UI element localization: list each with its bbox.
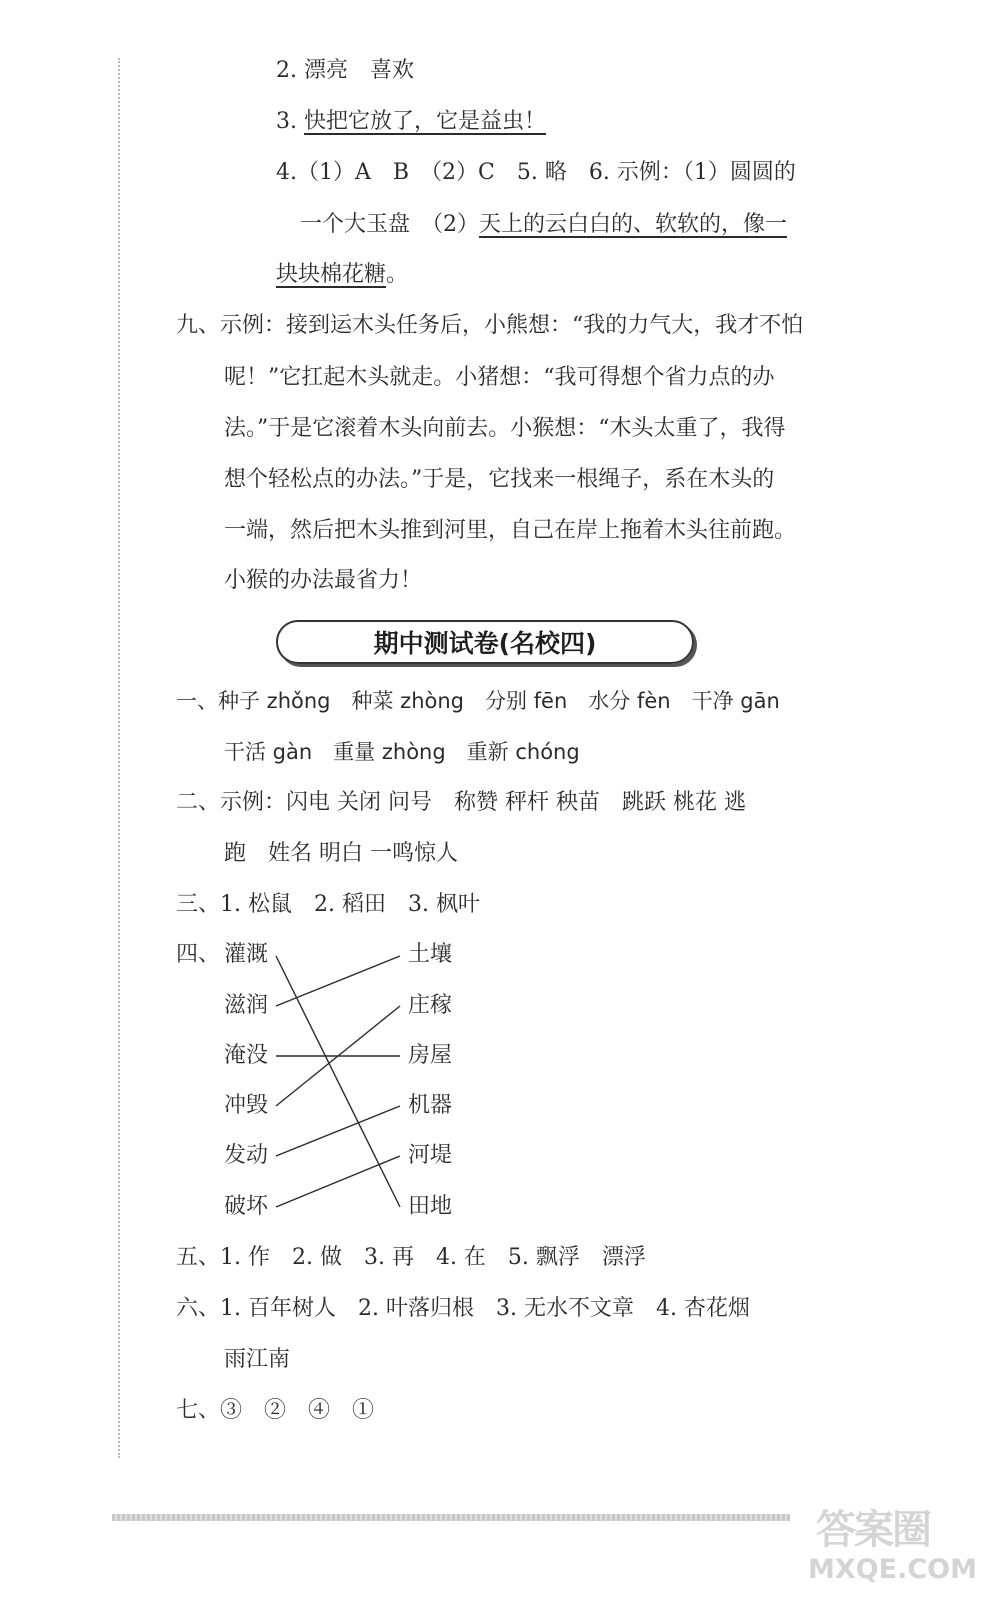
four-right-item: 房屋: [408, 1043, 453, 1068]
nine-line-5: 一端，然后把木头推到河里，自己在岸上拖着木头往前跑。: [224, 518, 797, 543]
two-line-2: 跑 姓名 明白 一鸣惊人: [224, 841, 458, 866]
four-left-item: 淹没: [224, 1043, 269, 1068]
match-line: [276, 1106, 400, 1156]
prev-answer-4-line3-end: 。: [386, 262, 409, 287]
prev-answer-4-line3-underlined: 块块棉花糖: [276, 262, 387, 287]
prev-answer-3-text: 快把它放了，它是益虫！: [303, 109, 546, 134]
four-right-item: 土壤: [408, 942, 453, 967]
one-line-1: 一、种子 zhǒng 种菜 zhòng 分别 fēn 水分 fèn 干净 gān: [176, 689, 780, 713]
watermark: [806, 1498, 976, 1588]
watermark-domain: MXQE.COM: [808, 1554, 977, 1585]
three-line: 三、1. 松鼠 2. 稻田 3. 枫叶: [176, 892, 480, 917]
nine-line-1: 九、示例：接到运木头任务后，小熊想：“我的力气大，我才不怕: [176, 313, 804, 338]
nine-line-3: 法。”于是它滚着木头向前去。小猴想：“木头太重了，我得: [224, 416, 786, 441]
four-right-item: 机器: [408, 1093, 453, 1118]
four-label: 四、: [176, 942, 221, 967]
prev-answer-4-line2-lead: 一个大玉盘 （2）: [300, 212, 479, 237]
seven-line: 七、③ ② ④ ①: [176, 1398, 375, 1423]
match-line: [276, 1156, 400, 1207]
five-line: 五、1. 作 2. 做 3. 再 4. 在 5. 飘浮 漂浮: [176, 1245, 646, 1270]
four-left-item: 发动: [224, 1143, 269, 1168]
watermark-logo: 答案圈: [816, 1507, 930, 1553]
one-line-2: 干活 gàn 重量 zhòng 重新 chóng: [224, 740, 580, 764]
footer-bar: [112, 1514, 790, 1521]
prev-answer-2: 2. 漂亮 喜欢: [276, 58, 414, 83]
nine-line-4: 想个轻松点的办法。”于是，它找来一根绳子，系在木头的: [224, 467, 775, 492]
four-right-item: 田地: [408, 1194, 453, 1219]
nine-line-6: 小猴的办法最省力！: [224, 568, 423, 593]
six-line-2: 雨江南: [224, 1347, 291, 1372]
four-left-item: 冲毁: [224, 1093, 269, 1118]
prev-answer-4-line1: 4.（1）A B （2）C 5. 略 6. 示例：（1）圆圆的: [276, 160, 796, 185]
match-line: [276, 956, 400, 1006]
prev-answer-3-number: 3.: [276, 109, 304, 134]
six-line-1: 六、1. 百年树人 2. 叶落归根 3. 无水不文章 4. 杏花烟: [176, 1296, 750, 1321]
nine-line-2: 呢！”它扛起木头就走。小猪想：“我可得想个省力点的办: [224, 365, 775, 390]
section-title: 期中测试卷(名校四): [276, 620, 694, 664]
four-right-item: 河堤: [408, 1143, 453, 1168]
two-line-1: 二、示例：闪电 关闭 问号 称赞 秤杆 秧苗 跳跃 桃花 逃: [176, 790, 746, 815]
four-left-item: 破坏: [224, 1194, 269, 1219]
match-line: [276, 956, 400, 1207]
four-left-item: 灌溉: [224, 942, 269, 967]
four-left-item: 滋润: [224, 993, 269, 1018]
prev-answer-4-line2-underlined: 天上的云白白的、软软的，像一: [479, 212, 788, 237]
four-right-item: 庄稼: [408, 993, 453, 1018]
